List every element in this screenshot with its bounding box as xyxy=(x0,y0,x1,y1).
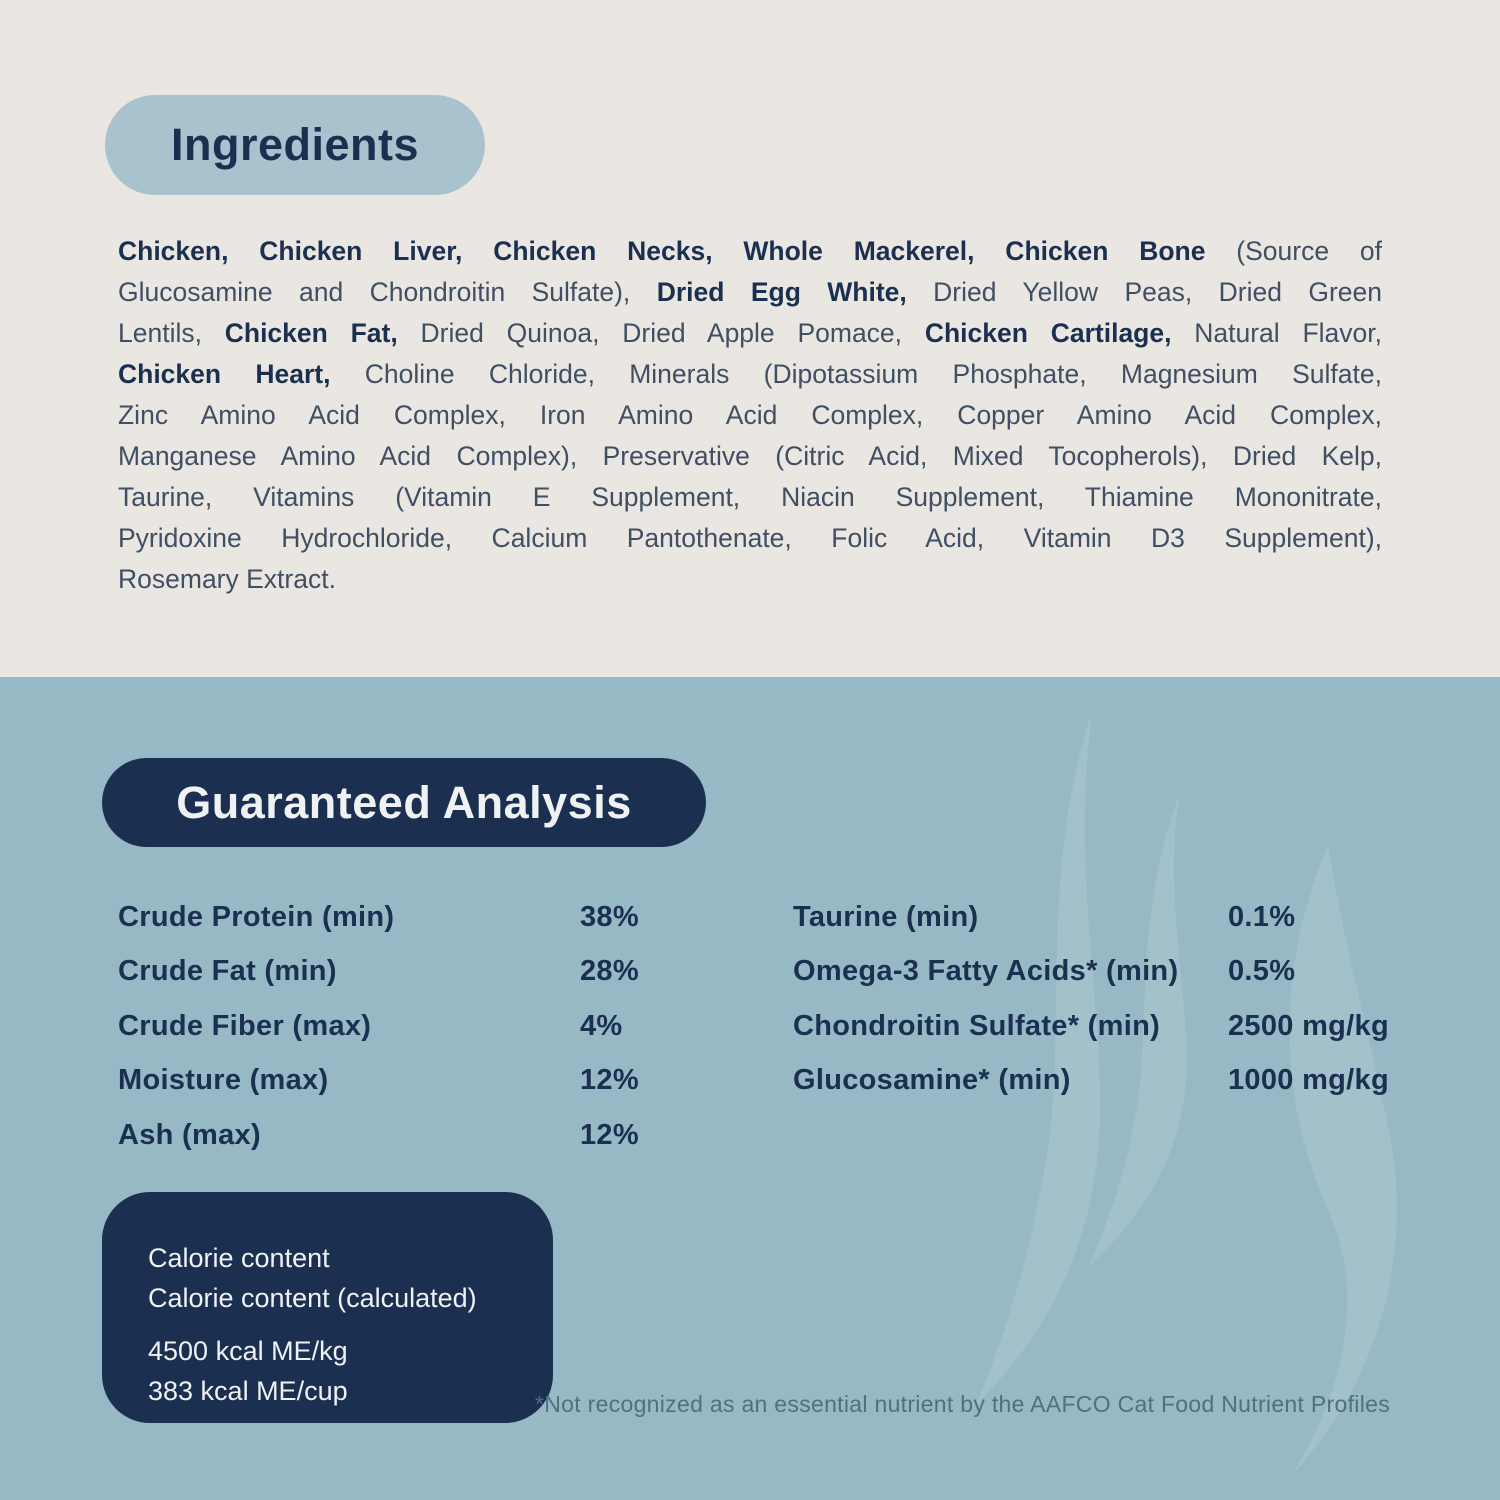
analysis-label: Glucosamine* (min) xyxy=(793,1064,1071,1097)
calorie-values xyxy=(148,1331,533,1411)
analysis-value: 0.5% xyxy=(1228,955,1296,988)
ingredients-line: Lentils, Chicken Fat, Dried Quinoa, Dried Apple Pomace, Chicken Cartilage, Natural Flavor, xyxy=(118,318,1382,348)
ingredients-line: Taurine, Vitamins (Vitamin E Supplement, Niacin Supplement, Thiamine Mononitrate, xyxy=(118,482,1382,512)
calorie-headings xyxy=(148,1238,533,1318)
analysis-label: Crude Fat (min) xyxy=(118,955,337,988)
analysis-row xyxy=(793,999,1488,1054)
analysis-left-column xyxy=(118,890,810,1163)
calorie-value-line: 4500 kcal ME/kg xyxy=(148,1336,348,1366)
ingredients-line: Glucosamine and Chondroitin Sulfate), Dried Egg White, Dried Yellow Peas, Dried Green xyxy=(118,277,1382,307)
analysis-value: 2500 mg/kg xyxy=(1228,1009,1389,1042)
analysis-row xyxy=(793,1054,1488,1109)
analysis-label: Moisture (max) xyxy=(118,1064,329,1097)
ingredients-title-pill xyxy=(105,95,485,195)
guaranteed-analysis-title-pill xyxy=(102,758,706,847)
analysis-row xyxy=(118,945,810,1000)
ingredients-section xyxy=(0,0,1500,677)
analysis-label: Chondroitin Sulfate* (min) xyxy=(793,1009,1161,1042)
guaranteed-analysis-section xyxy=(0,677,1500,1500)
ingredient-first-five-bold: Chicken Heart, xyxy=(118,359,331,389)
ingredients-line: Manganese Amino Acid Complex), Preservative (Citric Acid, Mixed Tocopherols), Dried Kelp, xyxy=(118,441,1382,471)
calorie-heading-line: Calorie content (calculated) xyxy=(148,1283,477,1313)
ingredients-line: Chicken, Chicken Liver, Chicken Necks, Whole Mackerel, Chicken Bone (Source of xyxy=(118,236,1382,266)
analysis-value: 12% xyxy=(580,1064,639,1097)
calorie-value-line: 383 kcal ME/cup xyxy=(148,1376,348,1406)
analysis-value: 0.1% xyxy=(1228,900,1296,933)
ingredient-first-five-bold: Chicken, Chicken Liver, Chicken Necks, Whole Mackerel, Chicken Bone xyxy=(118,236,1206,266)
ingredients-line: Chicken Heart, Choline Chloride, Minerals (Dipotassium Phosphate, Magnesium Sulfate, xyxy=(118,359,1382,389)
calorie-content-box xyxy=(102,1192,553,1423)
analysis-row xyxy=(118,890,810,945)
analysis-row xyxy=(118,1054,810,1109)
ingredients-title: Ingredients xyxy=(170,119,420,170)
analysis-value: 28% xyxy=(580,955,639,988)
analysis-label: Ash (max) xyxy=(118,1118,261,1151)
ingredients-line: Rosemary Extract. xyxy=(118,564,336,594)
ingredient-first-five-bold: Dried Egg White, xyxy=(656,277,907,307)
ingredients-line: Zinc Amino Acid Complex, Iron Amino Acid Complex, Copper Amino Acid Complex, xyxy=(118,400,1382,430)
analysis-row xyxy=(793,945,1488,1000)
analysis-value: 4% xyxy=(580,1009,623,1042)
analysis-row xyxy=(118,1108,810,1163)
analysis-right-column xyxy=(793,890,1488,1108)
analysis-label: Crude Protein (min) xyxy=(118,900,395,933)
analysis-label: Omega-3 Fatty Acids* (min) xyxy=(793,955,1179,988)
aafco-footnote: *Not recognized as an essential nutrient by the AAFCO Cat Food Nutrient Profiles xyxy=(535,1391,1390,1417)
analysis-value: 1000 mg/kg xyxy=(1228,1064,1389,1097)
analysis-value: 38% xyxy=(580,900,639,933)
analysis-label: Crude Fiber (max) xyxy=(118,1009,372,1042)
ingredients-text xyxy=(118,231,1382,600)
calorie-heading-line: Calorie content xyxy=(148,1243,330,1273)
ingredient-first-five-bold: Chicken Cartilage, xyxy=(924,318,1172,348)
guaranteed-analysis-title: Guaranteed Analysis xyxy=(176,776,632,828)
analysis-row xyxy=(793,890,1488,945)
ingredients-line: Pyridoxine Hydrochloride, Calcium Pantothenate, Folic Acid, Vitamin D3 Supplement), xyxy=(118,523,1382,553)
ingredient-first-five-bold: Chicken Fat, xyxy=(224,318,398,348)
analysis-value: 12% xyxy=(580,1118,639,1151)
analysis-label: Taurine (min) xyxy=(793,900,979,933)
analysis-row xyxy=(118,999,810,1054)
